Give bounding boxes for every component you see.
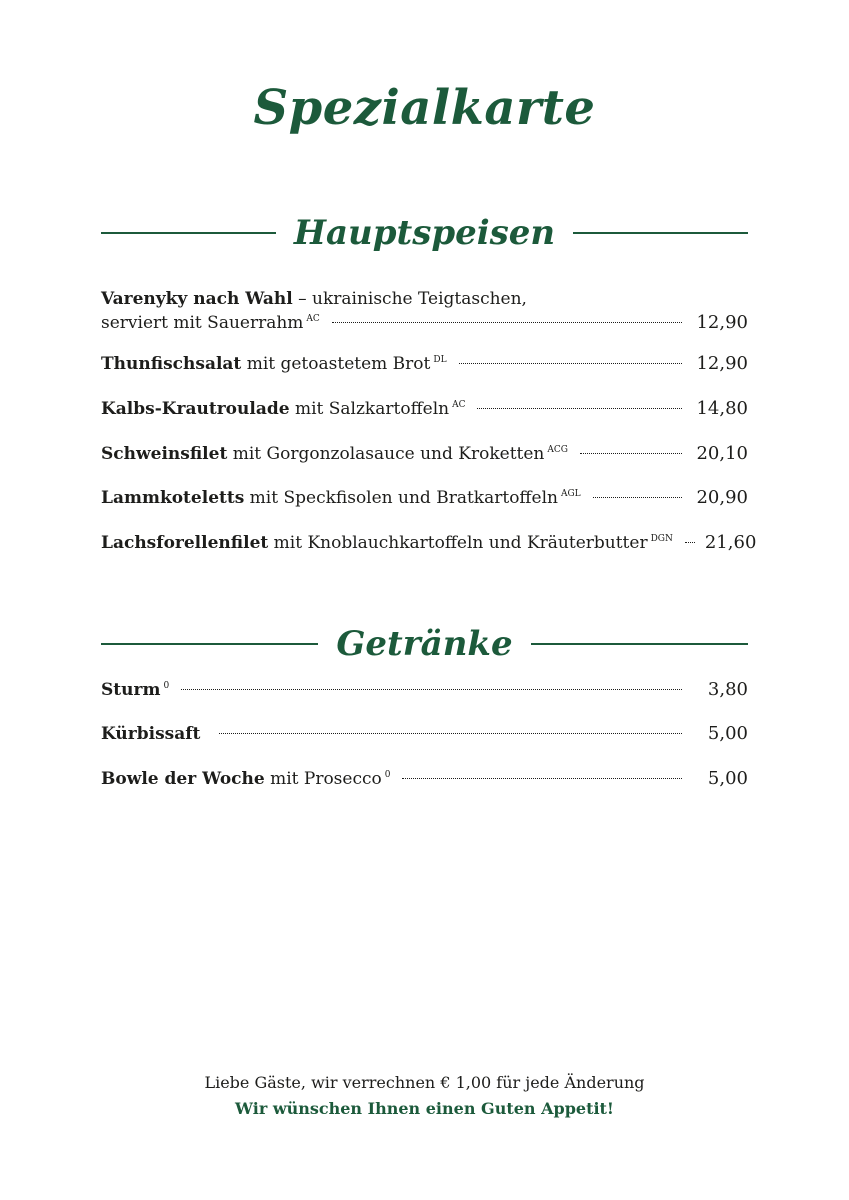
footer-wish: Wir wünschen Ihnen einen Guten Appetit! xyxy=(235,1099,614,1118)
dot-leader xyxy=(332,322,682,323)
divider-right xyxy=(573,232,748,234)
menu-item-name: Lammkoteletts xyxy=(101,488,245,508)
divider-left xyxy=(101,232,276,234)
dot-leader xyxy=(593,497,682,498)
allergen-codes: DL xyxy=(433,355,447,366)
allergen-codes: AGL xyxy=(560,489,581,500)
dot-leader xyxy=(580,453,682,454)
menu-item-price: 14,80 xyxy=(696,398,748,419)
section-header-drinks xyxy=(101,619,748,669)
menu-item-description: – ukrainische Teigtaschen, xyxy=(292,289,527,309)
dot-leader xyxy=(219,733,682,734)
page-title: Spezialkarte xyxy=(253,80,596,136)
drink-item xyxy=(101,767,748,791)
menu-item-price: 20,90 xyxy=(696,487,748,508)
drink-item-price: 5,00 xyxy=(707,723,748,744)
menu-item-description: mit Knoblauchkartoffeln und Kräuterbutter xyxy=(268,533,648,553)
section-heading-drinks: Getränke xyxy=(336,624,513,664)
drink-item-name: Bowle der Woche xyxy=(101,769,265,789)
footer-note: Liebe Gäste, wir verrechnen € 1,00 für jede Änderung xyxy=(204,1073,645,1092)
menu-item-name: Schweinsfilet xyxy=(101,444,228,464)
dot-leader xyxy=(477,408,682,409)
dot-leader xyxy=(402,778,682,779)
menu-item xyxy=(101,442,748,466)
section-heading-main: Hauptspeisen xyxy=(293,213,556,253)
allergen-codes: 0 xyxy=(163,681,170,692)
divider-right xyxy=(531,643,748,645)
menu-item-name: Lachsforellenfilet xyxy=(101,533,269,553)
menu-item-description: mit Gorgonzolasauce und Kroketten xyxy=(227,444,545,464)
menu-item-name: Thunfischsalat xyxy=(101,354,242,374)
menu-item-name: Kalbs-Krautroulade xyxy=(101,399,290,419)
divider-left xyxy=(101,643,318,645)
drink-item-price: 3,80 xyxy=(707,679,748,700)
allergen-codes: DGN xyxy=(650,534,673,545)
allergen-codes: AC xyxy=(306,314,320,325)
menu-item xyxy=(101,397,748,421)
drink-item xyxy=(101,678,748,702)
dot-leader xyxy=(685,542,695,543)
allergen-codes: AC xyxy=(452,400,466,411)
menu-item xyxy=(101,287,748,335)
section-header-main xyxy=(101,208,748,258)
allergen-codes: 0 xyxy=(384,770,391,781)
menu-item-description: mit getoastetem Brot xyxy=(241,354,431,374)
menu-item xyxy=(101,486,748,510)
drink-item-name: Kürbissaft xyxy=(101,724,201,744)
menu-item-description: mit Salzkartoffeln xyxy=(289,399,450,419)
menu-item xyxy=(101,531,757,555)
dot-leader xyxy=(459,363,682,364)
menu-item-price: 21,60 xyxy=(704,532,757,553)
menu-item-price: 20,10 xyxy=(696,443,748,464)
drink-item-name: Sturm xyxy=(101,680,161,700)
menu-item-price: 12,90 xyxy=(696,312,748,333)
menu-item-description: mit Speckfisolen und Bratkartoffeln xyxy=(244,488,558,508)
allergen-codes: ACG xyxy=(547,445,568,456)
menu-item-price: 12,90 xyxy=(696,353,748,374)
drink-item-price: 5,00 xyxy=(707,768,748,789)
menu-item-description: serviert mit Sauerrahm xyxy=(101,313,304,333)
menu-item xyxy=(101,352,748,376)
drink-item-description: mit Prosecco xyxy=(264,769,382,789)
menu-item-name: Varenyky nach Wahl xyxy=(101,289,293,309)
dot-leader xyxy=(181,689,682,690)
drink-item xyxy=(101,722,748,746)
